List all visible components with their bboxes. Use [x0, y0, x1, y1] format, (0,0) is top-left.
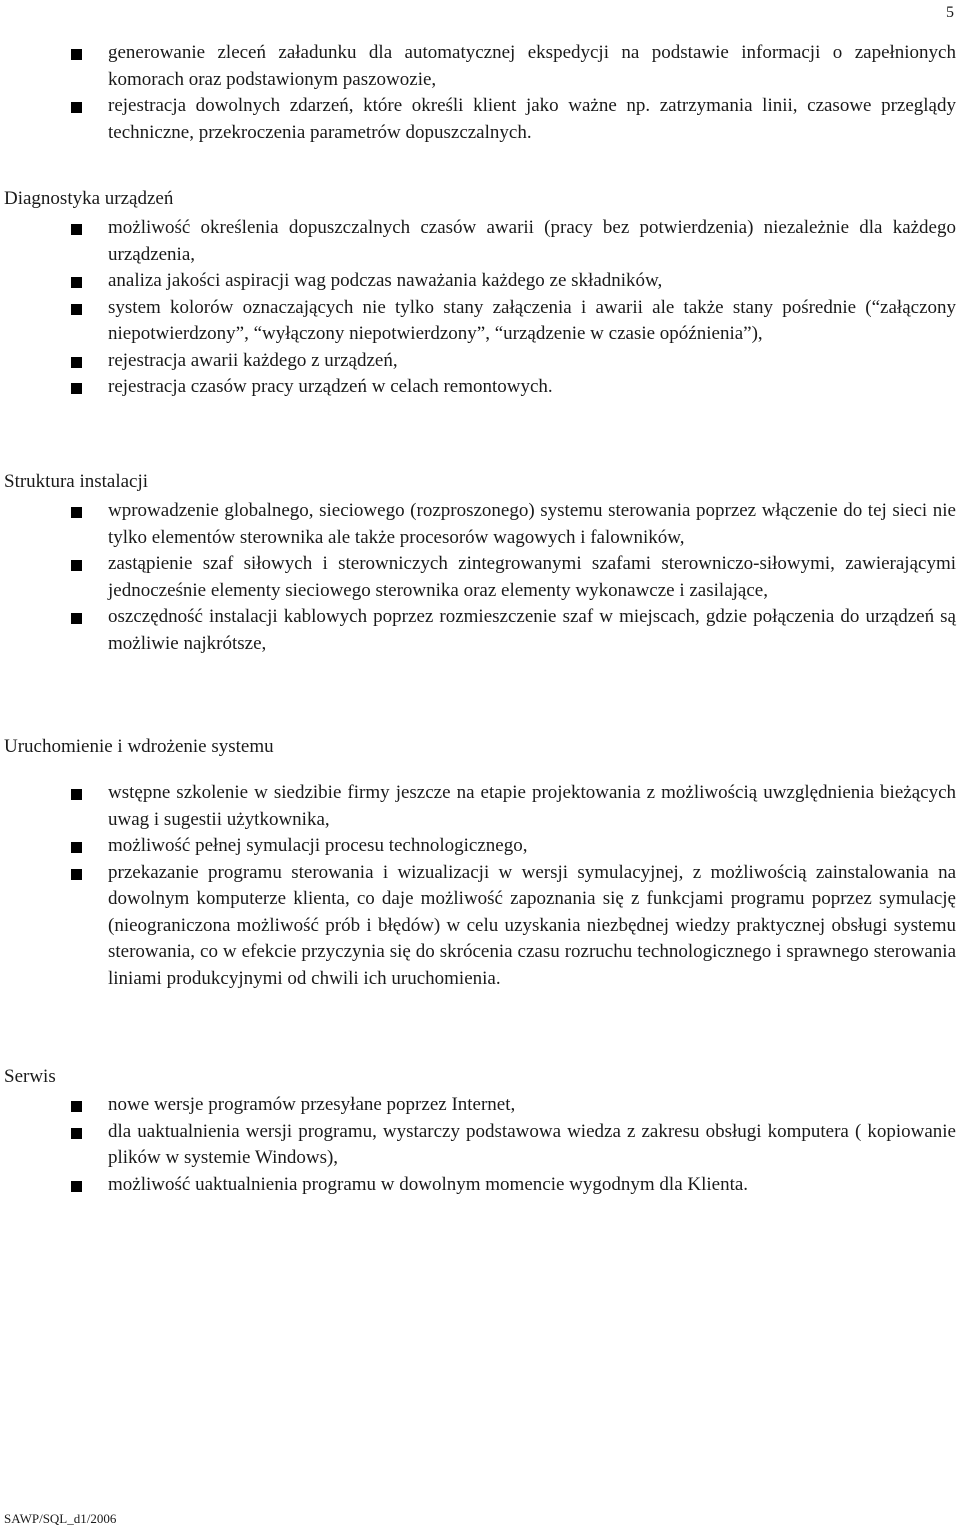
- list-item: rejestracja czasów pracy urządzeń w celach remontowych.: [0, 374, 956, 401]
- list-item: przekazanie programu sterowania i wizualizacji w wersji symulacyjnej, z możliwością zainstalowania na dowolnym komputerze klienta, co daje możliwość zapoznania się z funkcjami programu poprzez symulację (nieograniczona możliwość prób i błędów) w celu uzyskania niezbędnej wiedzy praktycznej obsługi systemu sterowania, co w efekcie przyczynia się do skrócenia czasu rozruchu technologicznego i sprawnego sterowania liniami produkcyjnymi od chwili ich uruchomienia.: [0, 860, 956, 993]
- section-heading-uruchomienie: Uruchomienie i wdrożenie systemu: [4, 736, 274, 757]
- list-item: wstępne szkolenie w siedzibie firmy jeszcze na etapie projektowania z możliwością uwzględnienia bieżących uwag i sugestii użytkownika,: [0, 780, 956, 833]
- footer-document-code: SAWP/SQL_d1/2006: [4, 1511, 117, 1526]
- list-item: dla uaktualnienia wersji programu, wystarczy podstawowa wiedza z zakresu obsługi komputera ( kopiowanie plików w systemie Windows),: [0, 1119, 956, 1172]
- section-heading-struktura: Struktura instalacji: [4, 471, 149, 492]
- serwis-list: [0, 1092, 956, 1198]
- diagnostyka-list: [0, 215, 956, 401]
- section-heading-diagnostyka: Diagnostyka urządzeń: [4, 188, 174, 209]
- list-item: rejestracja awarii każdego z urządzeń,: [0, 348, 956, 375]
- list-item: wprowadzenie globalnego, sieciowego (rozproszonego) systemu sterowania poprzez włączenie do tej sieci nie tylko elementów sterownika ale także procesorów wagowych i falowników,: [0, 498, 956, 551]
- uruchomienie-list: [0, 780, 956, 992]
- list-item: system kolorów oznaczających nie tylko stany załączenia i awarii ale także stany pośrednie (“załączony niepotwierdzony”, “wyłączony niepotwierdzony”, “urządzenie w czasie opóźnienia”),: [0, 295, 956, 348]
- list-item: generowanie zleceń załadunku dla automatycznej ekspedycji na podstawie informacji o zapełnionych komorach oraz podstawionym paszowozie,: [0, 40, 956, 93]
- list-item: analiza jakości aspiracji wag podczas naważania każdego ze składników,: [0, 268, 956, 295]
- list-item: możliwość określenia dopuszczalnych czasów awarii (pracy bez potwierdzenia) niezależnie dla każdego urządzenia,: [0, 215, 956, 268]
- section-heading-serwis: Serwis: [4, 1066, 56, 1087]
- list-item: możliwość uaktualnienia programu w dowolnym momencie wygodnym dla Klienta.: [0, 1172, 956, 1199]
- list-item: oszczędność instalacji kablowych poprzez rozmieszczenie szaf w miejscach, gdzie połączenia do urządzeń są możliwie najkrótsze,: [0, 604, 956, 657]
- list-item: rejestracja dowolnych zdarzeń, które określi klient jako ważne np. zatrzymania linii, czasowe przeglądy techniczne, przekroczenia parametrów dopuszczalnych.: [0, 93, 956, 146]
- page-number: 5: [946, 4, 954, 21]
- struktura-list: [0, 498, 956, 657]
- intro-list: [0, 40, 956, 146]
- list-item: zastąpienie szaf siłowych i sterowniczych zintegrowanymi szafami sterowniczo-siłowymi, zawierającymi jednocześnie elementy sieciowego sterownika oraz elementy wykonawcze i zasilające,: [0, 551, 956, 604]
- list-item: nowe wersje programów przesyłane poprzez Internet,: [0, 1092, 956, 1119]
- list-item: możliwość pełnej symulacji procesu technologicznego,: [0, 833, 956, 860]
